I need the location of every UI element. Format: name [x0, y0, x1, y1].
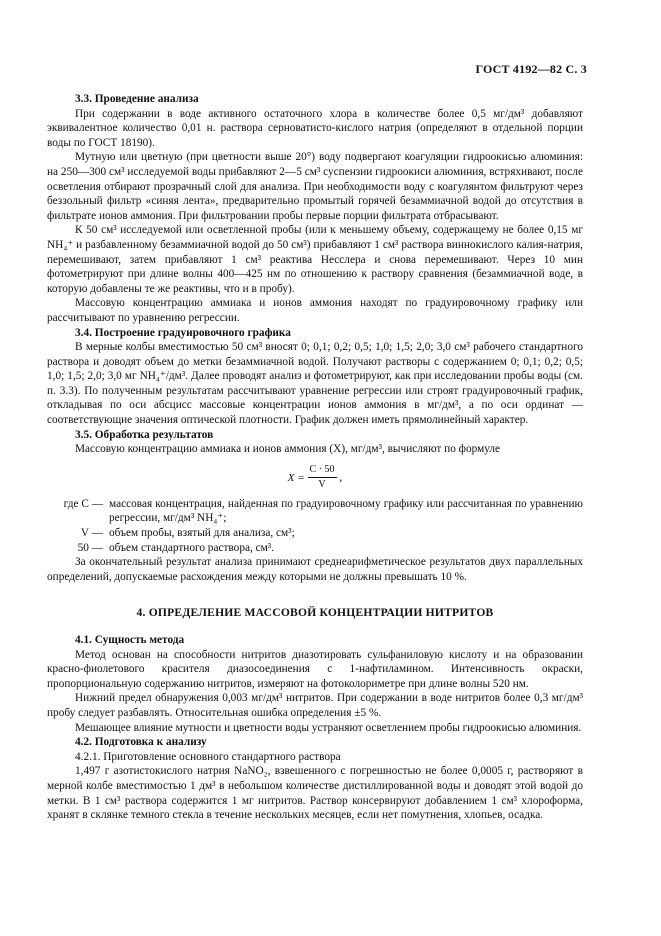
- definition-term: V —: [80, 527, 103, 540]
- formula-lhs: X =: [287, 471, 305, 484]
- formula-numerator: C · 50: [308, 463, 337, 479]
- section-3-5-para-2: За окончательный результат анализа принимают среднеарифметическое результатов двух параллельных определений, допускаемые расхождения между которыми не должны превышать 10 %.: [47, 556, 583, 583]
- definition-term: 50 —: [77, 541, 103, 554]
- section-4-1-para-1: Метод основан на способности нитритов диазотировать сульфаниловую кислоту и на образовании красно-фиолетового красителя диазосоединения с 1-нафтиламином. Интенсивность окраски, пропорциональную содержанию нитритов, измеряют на фотоколориметре при длине волны 520 нм.: [47, 648, 583, 690]
- section-3-3-para-1: При содержании в воде активного остаточного хлора в количестве более 0,5 мг/дм³ добавляют эквивалентное количество 0,01 н. раствора серноватисто-кислого натрия (определяют в отдельной порции воды по ГОСТ 18190).: [47, 107, 583, 149]
- formula-definitions: [47, 497, 583, 555]
- section-3-4-para-1: В мерные колбы вместимостью 50 см³ вносят 0; 0,1; 0,2; 0,5; 1,0; 1,5; 2,0; 3,0 см³ рабочего стандартного раствора и доводят объем до метки безаммиачной водой. Получают растворы с содержанием 0; 0,1; 0,2; 0,5; 1,0; 1,5; 2,0; 3,0 мг NH₄⁺/дм³. Далее проводят анализ и фотометрируют, как при исследовании пробы воды (см. п. 3.3). По полученным результатам рассчитывают уравнение регрессии или строят градуировочный график, откладывая по оси абсцисс массовые концентрации ионов аммония в мг/дм³, а по оси ординат — соответствующие значения оптической плотности. График должен иметь прямолинейный характер.: [47, 341, 583, 427]
- definition-row: [47, 497, 583, 526]
- section-3-3-para-2: Мутную или цветную (при цветности выше 20°) воду подвергают коагуляции гидроокисью алюминия: на 250—300 см³ исследуемой воды прибавляют 2—5 см³ суспензии гидроокиси алюминия, встряхивают, после осветления отбирают прозрачный слой для анализа. При необходимости воду с коагулянтом фильтруют через беззольный фильтр «синяя лента», предварительно промытый горячей безаммиачной водой до отсутствия в фильтрате ионов аммония. При фильтровании пробы первые порции фильтрата отбрасывают.: [47, 151, 583, 222]
- section-4-1-para-2: Нижний предел обнаружения 0,003 мг/дм³ нитритов. При содержании в воде нитритов более 0,3 мг/дм³ пробу следует разбавлять. Относительная ошибка определения ±5 %.: [47, 692, 583, 719]
- chapter-4-title: 4. ОПРЕДЕЛЕНИЕ МАССОВОЙ КОНЦЕНТРАЦИИ НИТРИТОВ: [136, 606, 494, 620]
- definition-desc: массовая концентрация, найденная по градуировочному графику или рассчитанная по уравнению регрессии, мг/дм³ NH₄⁺;: [109, 497, 583, 525]
- section-3-5-para-1: Массовую концентрацию аммиака и ионов аммония (X), мг/дм³, вычисляют по формуле: [75, 443, 501, 456]
- section-4-2-1-title: 4.2.1. Приготовление основного стандартного раствора: [75, 750, 341, 763]
- formula-tail: ,: [339, 471, 343, 484]
- section-3-3-para-3: К 50 см³ исследуемой или осветленной пробы (или к меньшему объему, содержащему не более 0,15 мг NH₄⁺ и разбавленному безаммиачной водой до 50 см³) прибавляют 1 см³ раствора виннокислого калия-натрия, перемешивают, затем прибавляют 1 см³ реактива Несслера и снова перемешивают. Через 10 мин фотометрируют при длине волны 400—425 нм по отношению к раствору сравнения (безаммиачной воде, в которую добавлены те же реактивы, что и в пробу).: [47, 224, 583, 295]
- formula: [47, 463, 583, 491]
- definition-row: [47, 526, 583, 541]
- section-4-1-para-3: Мешающее влияние мутности и цветности воды устраняют осветлением пробы гидроокисью алюминия.: [75, 721, 582, 734]
- section-3-3-title: 3.3. Проведение анализа: [75, 93, 199, 105]
- section-3-3-para-4: Массовую концентрацию аммиака и ионов аммония находят по градуировочному графику или рассчитывают по уравнению регрессии.: [47, 297, 583, 324]
- definition-row: [47, 541, 583, 556]
- page-header: ГОСТ 4192—82 С. 3: [475, 62, 587, 76]
- formula-denominator: V: [318, 479, 326, 491]
- section-4-1-title: 4.1. Сущность метода: [75, 634, 185, 646]
- definition-desc: объем стандартного раствора, см³.: [109, 541, 275, 554]
- section-3-4-title: 3.4. Построение градуировочного графика: [75, 326, 291, 339]
- section-3-5-title: 3.5. Обработка результатов: [75, 428, 214, 441]
- document-body: [47, 92, 583, 823]
- section-4-2-1-para-1: 1,497 г азотистокислого натрия NaNO₂, взвешенного с погрешностью не более 0,0005 г, растворяют в мерной колбе вместимостью 1 дм³ в небольшом количестве дистиллированной воды и доводят этой водой до метки. В 1 см³ раствора содержится 1 мг нитритов. Раствор консервируют добавлением 1 см³ хлороформа, хранят в склянке темного стекла в течение нескольких месяцев, если нет помутнения, хлопьев, осадка.: [47, 765, 583, 822]
- formula-fraction: [308, 463, 337, 493]
- definition-desc: объем пробы, взятый для анализа, см³;: [109, 527, 295, 540]
- section-4-2-title: 4.2. Подготовка к анализу: [75, 736, 207, 749]
- definition-term: где C —: [63, 497, 103, 510]
